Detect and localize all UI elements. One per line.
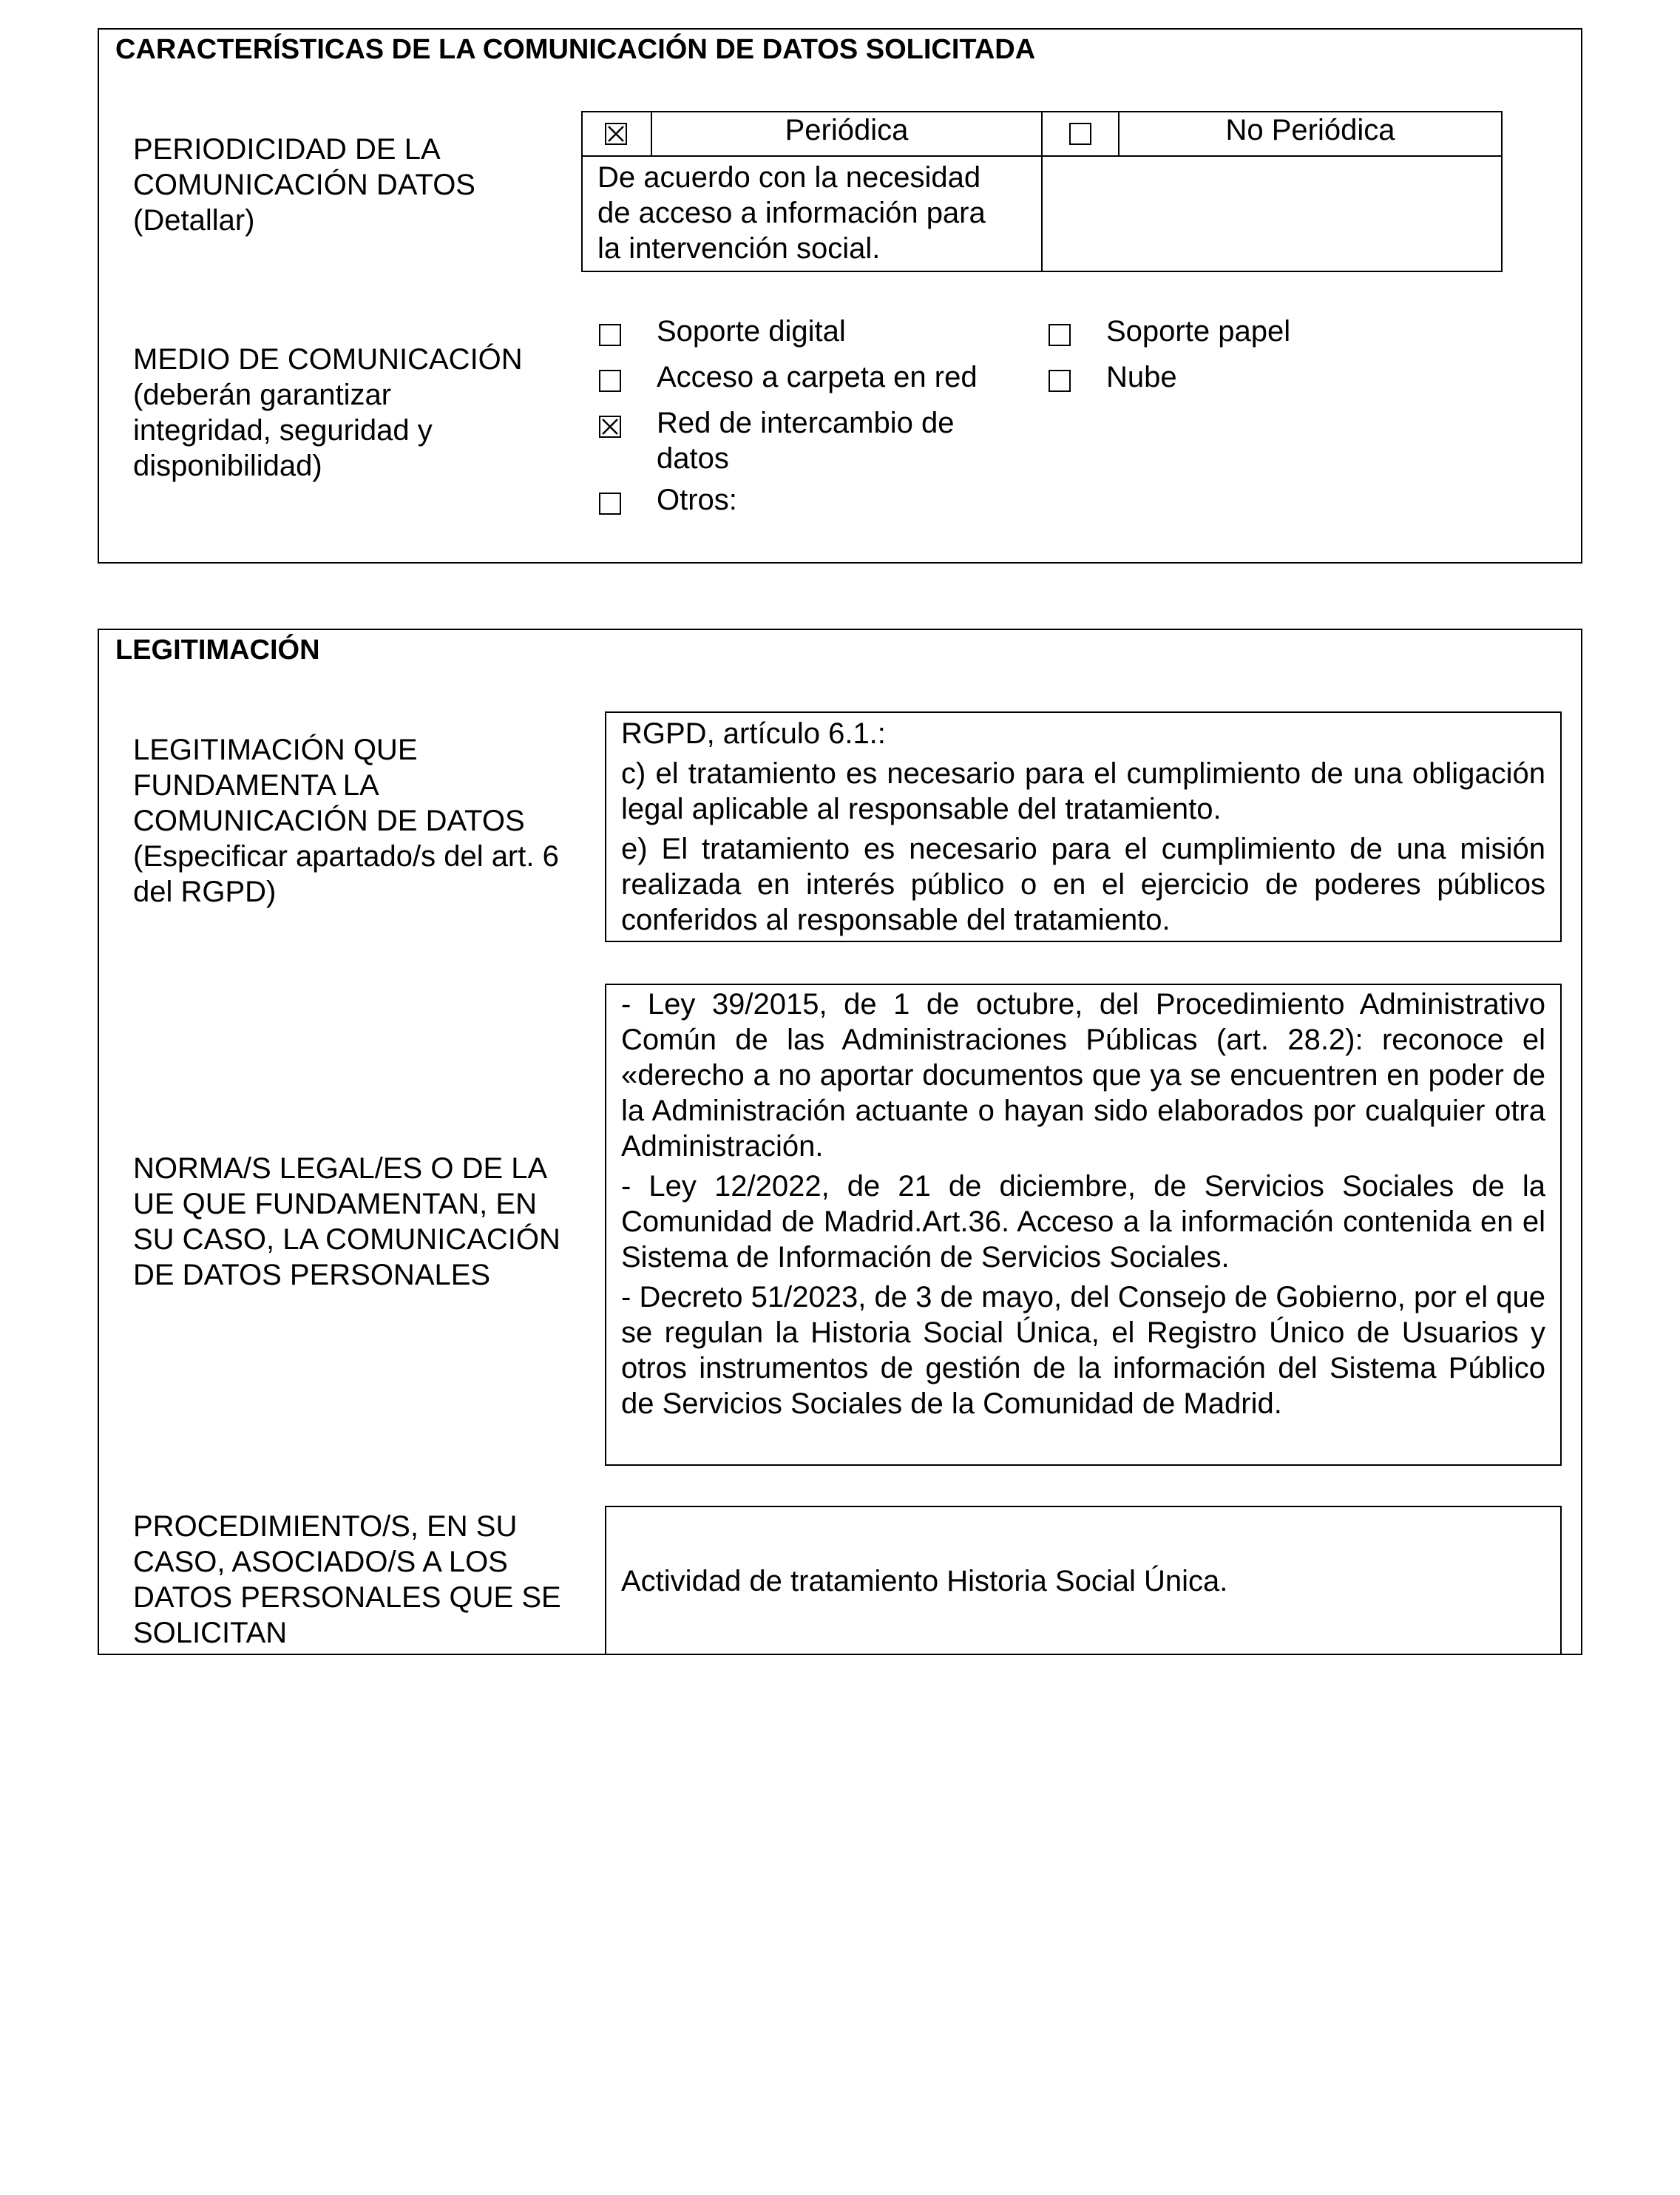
checkbox-cross-icon bbox=[606, 124, 626, 143]
network-folder-label: Acceso a carpeta en red bbox=[657, 361, 978, 393]
norms-label: NORMA/S LEGAL/ES O DE LA UE QUE FUNDAMENTAN, EN SU CASO, LA COMUNICACIÓN DE DATOS PERSONALES bbox=[133, 1152, 560, 1291]
periodicity-label: PERIODICIDAD DE LA COMUNICACIÓN DATOS (Detallar) bbox=[133, 133, 475, 237]
procedure-value: Actividad de tratamiento Historia Social Única. bbox=[621, 1565, 1228, 1597]
norm-item: - Ley 12/2022, de 21 de diciembre, de Servicios Sociales de la Comunidad de Madrid.Art.36. Acceso a la información contenida en el Sistema de Información de Servicios Sociales. bbox=[621, 1170, 1545, 1274]
basis-text bbox=[621, 716, 1545, 938]
periodic-checkbox[interactable] bbox=[605, 123, 627, 145]
network-folder-checkbox[interactable] bbox=[599, 370, 621, 392]
other-label: Otros: bbox=[657, 484, 737, 516]
section-title: LEGITIMACIÓN bbox=[115, 635, 320, 666]
digital-support-label: Soporte digital bbox=[657, 315, 846, 348]
norm-item: - Decreto 51/2023, de 3 de mayo, del Consejo de Gobierno, por el que se regulan la Historia Social Única, el Registro Único de Usuarios y otros instrumentos de gestión de la información del Sistema Público de Servicios Sociales de la Comunidad de Madrid. bbox=[621, 1281, 1545, 1420]
cloud-label: Nube bbox=[1106, 361, 1177, 393]
basis-item-c: c) el tratamiento es necesario para el cumplimiento de una obligación legal aplicable al responsable del tratamiento. bbox=[621, 757, 1545, 825]
paper-support-label: Soporte papel bbox=[1106, 315, 1291, 348]
basis-item-e: e) El tratamiento es necesario para el cumplimiento de una misión realizada en interés público o en el ejercicio de poderes públicos conferidos al responsable del tratamiento. bbox=[621, 833, 1545, 936]
periodicity-detail: De acuerdo con la necesidad de acceso a información para la intervención social. bbox=[597, 161, 986, 265]
non-periodic-checkbox[interactable] bbox=[1069, 123, 1091, 145]
medium-label: MEDIO DE COMUNICACIÓN (deberán garantizar integridad, seguridad y disponibilidad) bbox=[133, 343, 523, 482]
checkbox-cross-icon bbox=[600, 417, 620, 436]
section-title: CARACTERÍSTICAS DE LA COMUNICACIÓN DE DATOS SOLICITADA bbox=[115, 34, 1036, 65]
basis-label: LEGITIMACIÓN QUE FUNDAMENTA LA COMUNICACIÓN DE DATOS (Especificar apartado/s del art. 6 del RGPD) bbox=[133, 734, 559, 908]
exchange-network-checkbox[interactable] bbox=[599, 416, 621, 438]
norms-text bbox=[621, 987, 1545, 1421]
paper-support-checkbox[interactable] bbox=[1049, 324, 1071, 346]
procedure-label: PROCEDIMIENTO/S, EN SU CASO, ASOCIADO/S A LOS DATOS PERSONALES QUE SE SOLICITAN bbox=[133, 1510, 561, 1649]
periodic-option-label: Periódica bbox=[785, 114, 909, 146]
basis-heading: RGPD, artículo 6.1.: bbox=[621, 717, 886, 750]
cloud-checkbox[interactable] bbox=[1049, 370, 1071, 392]
exchange-network-label: Red de intercambio de datos bbox=[657, 407, 955, 475]
digital-support-checkbox[interactable] bbox=[599, 324, 621, 346]
other-checkbox[interactable] bbox=[599, 493, 621, 515]
non-periodic-option-label: No Periódica bbox=[1225, 114, 1395, 146]
norm-item: - Ley 39/2015, de 1 de octubre, del Procedimiento Administrativo Común de las Administraciones Públicas (art. 28.2): reconoce el «derecho a no aportar documentos que ya se encuentren en poder de la Administración actuante o hayan sido elaborados por cualquier otra Administración. bbox=[621, 988, 1545, 1163]
